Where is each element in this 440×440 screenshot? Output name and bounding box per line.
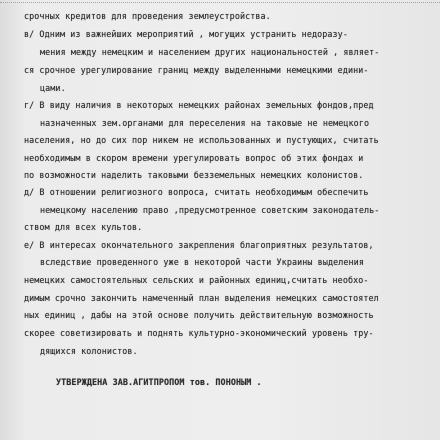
- text-line: немецкому населению право ,предусмотренное советским законодатель-: [40, 205, 380, 215]
- text-line: срочных кредитов для проведения землеустройства.: [24, 11, 271, 21]
- text-line: цами.: [40, 83, 66, 93]
- text-line: димым срочно закончить намеченный план выделения немецких самостоятел: [24, 293, 379, 303]
- text-line: г/ В виду наличия в некоторых немецких районах земельных фондов,пред: [24, 100, 374, 110]
- text-line: в/ Одним из важнейших мероприятий , могущих устранить недоразу-: [24, 29, 348, 39]
- text-line: скорее советизировать и поднять культурно-экономический уровень тру-: [24, 328, 374, 338]
- text-line: дящихся колонистов.: [40, 346, 138, 356]
- cut-off-top-line: [0, 0, 440, 3]
- text-line: е/ В интересах окончательного закрепления благоприятных результатов,: [24, 240, 374, 250]
- approval-line: УТВЕРЖДЕНА ЗАВ.АГИТПРОПОМ тов. ПОНОНЫМ .: [56, 377, 262, 387]
- text-line: немецких самостоятельных сельских и районных единиц,считать необхо-: [24, 275, 369, 285]
- text-line: ных единиц , дабы на этой основе получить действительную возможность: [24, 310, 374, 320]
- text-line: по возможности наделить таковыми безземельных немецких колонистов.: [24, 170, 364, 180]
- text-line: ством для всех культов.: [24, 222, 143, 232]
- text-line: необходимым в скором времени урегулировать вопрос об этих фондах и: [24, 153, 364, 163]
- text-line: мения между немецким и населением других национальностей , являет-: [40, 47, 380, 57]
- text-line: вследствие проведенного уже в некоторой части Украины выделения: [40, 257, 364, 267]
- text-line: д/ В отношении религиозного вопроса, считать необходимым обеспечить: [24, 187, 369, 197]
- text-line: назначенных зем.органами для переселения на таковые не немецкого: [40, 118, 370, 128]
- text-line: населения, но до сих пор никем не использованных и пустующих, считать: [24, 135, 379, 145]
- text-line: ся срочное урегулирование границ между выделенными немецкими едини-: [24, 65, 369, 75]
